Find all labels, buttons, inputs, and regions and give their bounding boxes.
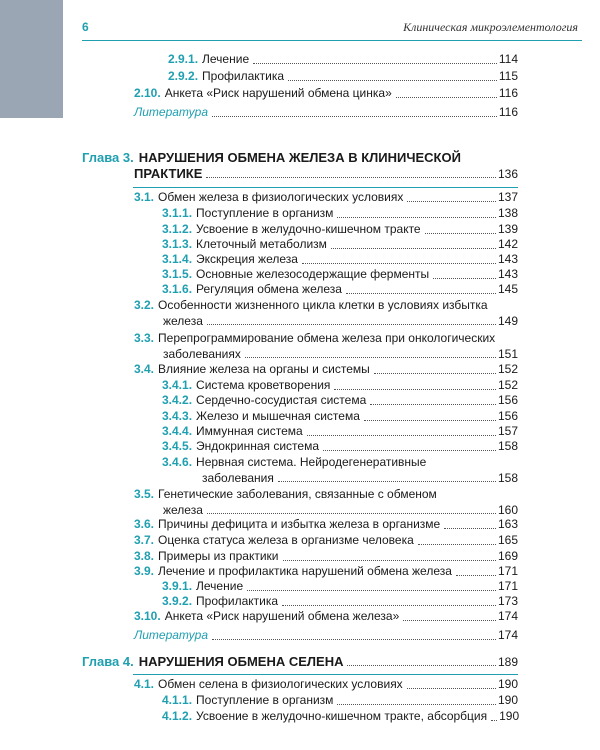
chapter-label: Глава 4.: [82, 654, 134, 669]
entry-number: 3.1.2.: [162, 222, 193, 236]
toc-entry[interactable]: [134, 190, 518, 206]
toc-entry[interactable]: [162, 267, 518, 283]
entry-title: Лечение: [196, 579, 244, 593]
entry-number: 3.9.1.: [162, 579, 193, 593]
toc-entry[interactable]: [134, 517, 518, 533]
entry-title: Иммунная система: [196, 424, 303, 438]
entry-title: Поступление в организм: [196, 693, 334, 707]
entry-title: Эндокринная система: [196, 439, 320, 453]
entry-title: Особенности жизненного цикла клетки в условиях избытка: [158, 298, 488, 312]
chapter-title-line2: ПРАКТИКЕ: [134, 166, 203, 181]
entry-page: 190: [497, 677, 518, 691]
entry-title: Нервная система. Нейродегенеративные: [196, 455, 427, 469]
entry-title: Генетические заболевания, связанные с обменом: [158, 487, 437, 501]
toc-entry[interactable]: [162, 409, 518, 425]
entry-page: 138: [497, 206, 518, 220]
entry-page: 114: [498, 52, 518, 66]
entry-page: 157: [497, 424, 518, 438]
entry-page: 151: [497, 346, 518, 361]
toc-entry[interactable]: [162, 282, 518, 298]
toc-entry-literature[interactable]: [134, 105, 518, 121]
toc-entry[interactable]: [134, 298, 518, 329]
entry-title-cont: железа: [163, 502, 203, 517]
section-divider: [133, 187, 518, 188]
toc-entry[interactable]: [162, 709, 518, 725]
entry-title: Оценка статуса железа в организме человека: [158, 533, 414, 547]
entry-number: 4.1.2.: [162, 709, 193, 723]
entry-page: 137: [497, 190, 518, 204]
entry-title: Клеточный метаболизм: [196, 237, 327, 251]
entry-number: 2.9.2.: [168, 69, 199, 83]
chapter-title-line1: НАРУШЕНИЯ ОБМЕНА ЖЕЛЕЗА В КЛИНИЧЕСКОЙ: [138, 150, 461, 165]
toc-entry[interactable]: [162, 455, 518, 486]
entry-number: 3.3.: [134, 331, 155, 345]
entry-title: Обмен железа в физиологических условиях: [158, 190, 404, 204]
entry-page: 152: [497, 378, 518, 392]
entry-page: 169: [497, 549, 518, 563]
entry-title: Анкета «Риск нарушений обмена цинка»: [164, 86, 392, 100]
toc-entry[interactable]: [134, 564, 518, 580]
entry-page: 173: [497, 594, 518, 608]
entry-number: 2.9.1.: [168, 52, 199, 66]
entry-page: 116: [498, 105, 518, 119]
entry-number: 3.1.5.: [162, 267, 193, 281]
toc-entry[interactable]: [162, 579, 518, 595]
entry-number: 3.6.: [134, 517, 155, 531]
toc-entry[interactable]: [162, 424, 518, 440]
page-number: 6: [82, 20, 89, 34]
entry-page: 171: [497, 579, 518, 593]
entry-title: Лечение: [202, 52, 250, 66]
entry-page: 116: [498, 86, 518, 100]
entry-number: 3.5.: [134, 487, 155, 501]
chapter-page: 189: [497, 655, 518, 669]
entry-title: Система кроветворения: [196, 378, 331, 392]
entry-page: 156: [497, 393, 518, 407]
entry-title: Железо и мышечная система: [196, 409, 360, 423]
toc-entry[interactable]: [134, 331, 518, 362]
entry-title: Обмен селена в физиологических условиях: [158, 677, 403, 691]
entry-number: 3.1.1.: [162, 206, 193, 220]
toc-entry[interactable]: [168, 69, 518, 85]
entry-title: Причины дефицита и избытка железа в организме: [158, 517, 441, 531]
entry-page: 145: [497, 282, 518, 296]
entry-page: 115: [498, 69, 518, 83]
toc-entry-literature[interactable]: [134, 628, 518, 644]
chapter-label: Глава 3.: [82, 150, 134, 165]
entry-title-cont: заболевания: [202, 470, 274, 485]
entry-number: 3.4.4.: [162, 424, 193, 438]
entry-title: Сердечно-сосудистая система: [196, 393, 367, 407]
entry-title: Профилактика: [202, 69, 285, 83]
chapter-3-heading[interactable]: [82, 150, 518, 182]
entry-title: Литература: [134, 105, 208, 119]
entry-number: 3.4.3.: [162, 409, 193, 423]
toc-entry[interactable]: [134, 86, 518, 102]
toc-entry[interactable]: [162, 693, 518, 709]
entry-page: 142: [497, 237, 518, 251]
entry-page: 139: [497, 222, 518, 236]
entry-number: 3.1.6.: [162, 282, 193, 296]
entry-page: 158: [497, 439, 518, 453]
entry-number: 3.9.2.: [162, 594, 193, 608]
entry-number: 3.4.5.: [162, 439, 193, 453]
entry-title-cont: железа: [163, 313, 203, 328]
entry-title: Регуляция обмена железа: [196, 282, 342, 296]
section-divider: [133, 674, 518, 675]
entry-number: 3.4.: [134, 362, 155, 376]
entry-title: Перепрограммирование обмена железа при онкологических: [158, 331, 496, 345]
chapter-page: 136: [497, 167, 518, 181]
entry-number: 3.8.: [134, 549, 155, 563]
entry-page: 163: [497, 517, 518, 531]
entry-page: 152: [497, 362, 518, 376]
entry-title: Основные железосодержащие ферменты: [196, 267, 430, 281]
entry-page: 143: [497, 267, 518, 281]
entry-page: 165: [497, 533, 518, 547]
entry-number: 3.4.1.: [162, 378, 193, 392]
entry-number: 4.1.: [134, 677, 155, 691]
entry-number: 3.1.4.: [162, 252, 193, 266]
entry-title: Примеры из практики: [158, 549, 279, 563]
chapter-4-heading[interactable]: [82, 654, 518, 670]
entry-title: Усвоение в желудочно-кишечном тракте, абсорбция: [196, 709, 488, 723]
entry-page: 143: [497, 252, 518, 266]
toc-entry[interactable]: [162, 594, 518, 610]
entry-number: 2.10.: [134, 86, 161, 100]
entry-title: Влияние железа на органы и системы: [158, 362, 370, 376]
entry-number: 4.1.1.: [162, 693, 193, 707]
toc-entry[interactable]: [162, 206, 518, 222]
toc-entry[interactable]: [162, 222, 518, 238]
entry-number: 3.2.: [134, 298, 155, 312]
entry-number: 3.10.: [134, 609, 161, 623]
entry-title: Экскреция железа: [196, 252, 298, 266]
entry-page: 174: [497, 609, 518, 623]
entry-number: 3.1.3.: [162, 237, 193, 251]
toc-entry[interactable]: [162, 252, 518, 268]
entry-page: 156: [497, 409, 518, 423]
entry-number: 3.9.: [134, 564, 155, 578]
running-title: Клиническая микроэлементология: [403, 20, 578, 34]
entry-page: 190: [497, 693, 518, 707]
entry-title: Лечение и профилактика нарушений обмена железа: [158, 564, 452, 578]
entry-title: Литература: [134, 628, 208, 642]
entry-title: Поступление в организм: [196, 206, 334, 220]
toc-entry[interactable]: [134, 533, 518, 549]
entry-title: Усвоение в желудочно-кишечном тракте: [196, 222, 421, 236]
toc-entry[interactable]: [162, 393, 518, 409]
entry-number: 3.4.2.: [162, 393, 193, 407]
entry-page: 171: [497, 564, 518, 578]
toc-entry[interactable]: [162, 237, 518, 253]
toc-entry[interactable]: [162, 439, 518, 455]
toc-entry[interactable]: [134, 549, 518, 565]
toc-entry[interactable]: [134, 487, 518, 518]
entry-title-cont: заболеваниях: [163, 346, 241, 361]
entry-number: 3.4.6.: [162, 455, 193, 469]
toc-entry[interactable]: [134, 362, 518, 378]
toc-entry[interactable]: [134, 677, 518, 693]
entry-page: 174: [497, 628, 518, 642]
entry-page: 158: [497, 470, 518, 485]
entry-page: 190: [499, 709, 520, 723]
entry-page: 149: [497, 313, 518, 328]
toc-entry[interactable]: [162, 378, 518, 394]
entry-title: Профилактика: [196, 594, 279, 608]
chapter-title: НАРУШЕНИЯ ОБМЕНА СЕЛЕНА: [138, 654, 344, 669]
toc-entry[interactable]: [134, 609, 518, 625]
entry-title: Анкета «Риск нарушений обмена железа»: [164, 609, 400, 623]
toc-entry[interactable]: [168, 52, 518, 68]
entry-page: 160: [497, 502, 518, 517]
entry-number: 3.1.: [134, 190, 155, 204]
entry-number: 3.7.: [134, 533, 155, 547]
